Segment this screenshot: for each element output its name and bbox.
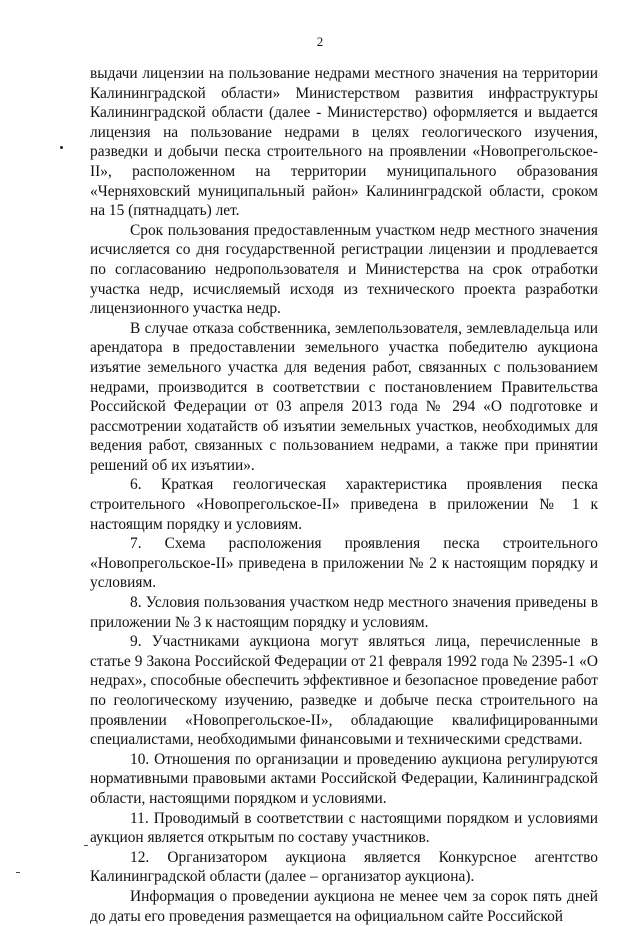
paragraph-license-issuance: выдачи лицензии на пользование недрами местного значения на территории Калининградской области» Министерством развития инфраструктуры Калининградской области (далее - Министерство) оформляется и выдается лицензия на пользование недрами в целях геологического изучения, разведки и добычи песка строительного на проявлении «Новопрегольское-II», расположенном на территории муниципального образования «Черняховский муниципальный район» Калининградской области, сроком на 15 (пятнадцать) лет. bbox=[90, 65, 598, 220]
paragraph-term-of-use: Срок пользования предоставленным участком недр местного значения исчисляется со дня государственной регистрации лицензии и продлевается по согласованию недропользователя и Министерства на срок отработки участка недр, исчисляемый исходя из технического проекта разработки лицензионного участка недр. bbox=[90, 221, 598, 318]
paragraph-land-seizure: В случае отказа собственника, землепользователя, землевладельца или арендатора в предоставлении земельного участка победителю аукциона изъятие земельного участка для ведения работ, связанных с пользованием недрами, производится в соответствии с постановлением Правительства Российской Федерации от 03 апреля 2013 года № 294 «О подготовке и рассмотрении ходатайств об изъятии земельных участков, необходимых для ведения работ, связанных с пользованием недрами, а также при принятии решений об их изъятии». bbox=[90, 319, 598, 474]
paragraph-item-11-open-auction: 11. Проводимый в соответствии с настоящими порядком и условиями аукцион является открытым по составу участников. bbox=[90, 809, 598, 847]
margin-dot-mark bbox=[60, 146, 63, 149]
paragraph-item-9-participants: 9. Участниками аукциона могут являться лица, перечисленные в статье 9 Закона Российской Федерации от 21 февраля 1992 года № 2395-1 «О недрах», способные обеспечить эффективное и безопасное проведение работ по геологическому изучению, разведке и добыче песка строительного на проявлении «Новопрегольское-II», обладающие квалифицированными специалистами, необходимыми финансовыми и техническими средствами. bbox=[90, 633, 598, 749]
scan-artifact-mark bbox=[16, 872, 20, 873]
paragraph-item-10-regulation: 10. Отношения по организации и проведению аукциона регулируются нормативными правовыми актами Российской Федерации, Калининградской области, настоящими порядком и условиями. bbox=[90, 750, 598, 807]
document-body bbox=[90, 64, 598, 926]
paragraph-item-12-organizer: 12. Организатором аукциона является Конкурсное агентство Калининградской области (далее – организатор аукциона). bbox=[90, 848, 598, 886]
scan-artifact-mark bbox=[84, 845, 88, 846]
paragraph-announcement-info: Информация о проведении аукциона не менее чем за сорок пять дней до даты его проведения размещается на официальном сайте Российской bbox=[90, 887, 598, 925]
paragraph-item-7-layout-scheme: 7. Схема расположения проявления песка строительного «Новопрегольское-II» приведена в приложении № 2 к настоящим порядку и условиям. bbox=[90, 535, 598, 592]
page-number: 2 bbox=[316, 34, 324, 49]
paragraph-item-6-geology: 6. Краткая геологическая характеристика проявления песка строительного «Новопрегольское-II» приведена в приложении № 1 к настоящим порядку и условиям. bbox=[90, 476, 598, 533]
paragraph-item-8-usage-conditions: 8. Условия пользования участком недр местного значения приведены в приложении № 3 к настоящим порядку и условиям. bbox=[90, 594, 598, 631]
